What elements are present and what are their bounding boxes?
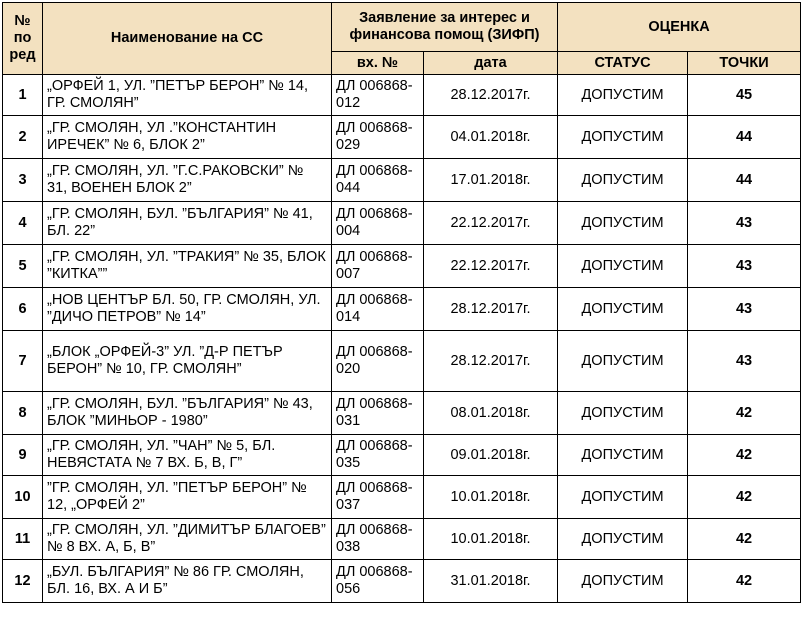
table-row [3,560,801,603]
row-points: 43 [688,245,801,288]
row-status: ДОПУСТИМ [558,331,688,392]
row-points: 42 [688,435,801,476]
table-row [3,519,801,560]
header-status: СТАТУС [558,52,688,75]
row-status: ДОПУСТИМ [558,116,688,159]
row-name: „ГР. СМОЛЯН, УЛ. ”ТРАКИЯ” № 35, БЛОК ”КИТКА”” [43,245,332,288]
table-row [3,392,801,435]
row-num: 1 [3,75,43,116]
row-num: 4 [3,202,43,245]
row-name: „ГР. СМОЛЯН, УЛ. ”Г.С.РАКОВСКИ” № 31, ВОЕНЕН БЛОК 2” [43,159,332,202]
row-date: 10.01.2018г. [424,519,558,560]
row-status: ДОПУСТИМ [558,560,688,603]
row-status: ДОПУСТИМ [558,202,688,245]
header-date: дата [424,52,558,75]
row-points: 42 [688,519,801,560]
row-name: „ГР. СМОЛЯН, УЛ. ”ДИМИТЪР БЛАГОЕВ” № 8 ВХ. А, Б, В” [43,519,332,560]
row-reg-no: ДЛ 006868-044 [332,159,424,202]
row-points: 44 [688,159,801,202]
row-name: „ОРФЕЙ 1, УЛ. ”ПЕТЪР БЕРОН” № 14, ГР. СМОЛЯН” [43,75,332,116]
row-num: 6 [3,288,43,331]
table-row [3,75,801,116]
row-name: „БУЛ. БЪЛГАРИЯ” № 86 ГР. СМОЛЯН, БЛ. 16, ВХ. А И Б” [43,560,332,603]
row-num: 5 [3,245,43,288]
row-reg-no: ДЛ 006868-020 [332,331,424,392]
row-reg-no: ДЛ 006868-029 [332,116,424,159]
table-row [3,159,801,202]
table-row [3,288,801,331]
row-status: ДОПУСТИМ [558,435,688,476]
header-num: № по ред [3,3,43,75]
row-date: 31.01.2018г. [424,560,558,603]
row-status: ДОПУСТИМ [558,159,688,202]
table-row [3,435,801,476]
row-status: ДОПУСТИМ [558,245,688,288]
row-reg-no: ДЛ 006868-037 [332,476,424,519]
row-reg-no: ДЛ 006868-007 [332,245,424,288]
row-num: 8 [3,392,43,435]
row-date: 28.12.2017г. [424,288,558,331]
row-status: ДОПУСТИМ [558,75,688,116]
row-reg-no: ДЛ 006868-056 [332,560,424,603]
row-date: 28.12.2017г. [424,75,558,116]
row-points: 43 [688,202,801,245]
row-points: 45 [688,75,801,116]
header-points: ТОЧКИ [688,52,801,75]
row-reg-no: ДЛ 006868-035 [332,435,424,476]
row-points: 42 [688,560,801,603]
row-name: „ГР. СМОЛЯН, БУЛ. ”БЪЛГАРИЯ” № 41, БЛ. 22” [43,202,332,245]
row-reg-no: ДЛ 006868-014 [332,288,424,331]
row-date: 04.01.2018г. [424,116,558,159]
row-reg-no: ДЛ 006868-031 [332,392,424,435]
header-row-top [3,3,801,52]
row-num: 11 [3,519,43,560]
header-name: Наименование на СС [43,3,332,75]
row-points: 43 [688,288,801,331]
row-status: ДОПУСТИМ [558,288,688,331]
row-num: 3 [3,159,43,202]
row-points: 43 [688,331,801,392]
row-status: ДОПУСТИМ [558,519,688,560]
table-row [3,331,801,392]
row-num: 10 [3,476,43,519]
row-num: 7 [3,331,43,392]
table-row [3,476,801,519]
row-num: 9 [3,435,43,476]
header-application-group: Заявление за интерес и финансова помощ (ЗИФП) [332,3,558,52]
table-row [3,245,801,288]
header-assessment-group: ОЦЕНКА [558,3,801,52]
row-date: 22.12.2017г. [424,245,558,288]
row-name: „ГР. СМОЛЯН, УЛ. ”ЧАН” № 5, БЛ. НЕВЯСТАТА № 7 ВХ. Б, В, Г” [43,435,332,476]
row-status: ДОПУСТИМ [558,392,688,435]
row-status: ДОПУСТИМ [558,476,688,519]
row-num: 2 [3,116,43,159]
row-points: 44 [688,116,801,159]
row-reg-no: ДЛ 006868-012 [332,75,424,116]
row-reg-no: ДЛ 006868-004 [332,202,424,245]
row-name: „НОВ ЦЕНТЪР БЛ. 50, ГР. СМОЛЯН, УЛ. ”ДИЧО ПЕТРОВ” № 14” [43,288,332,331]
row-date: 08.01.2018г. [424,392,558,435]
row-date: 09.01.2018г. [424,435,558,476]
row-date: 22.12.2017г. [424,202,558,245]
row-num: 12 [3,560,43,603]
row-date: 17.01.2018г. [424,159,558,202]
table-row [3,202,801,245]
row-points: 42 [688,476,801,519]
row-name: „ГР. СМОЛЯН, УЛ .”КОНСТАНТИН ИРЕЧЕК” № 6, БЛОК 2” [43,116,332,159]
row-date: 28.12.2017г. [424,331,558,392]
row-name: „ГР. СМОЛЯН, БУЛ. ”БЪЛГАРИЯ” № 43, БЛОК ”МИНЬОР - 1980” [43,392,332,435]
row-date: 10.01.2018г. [424,476,558,519]
ranking-table [2,2,801,603]
table-row [3,116,801,159]
header-reg-no: вх. № [332,52,424,75]
row-name: „БЛОК „ОРФЕЙ-3” УЛ. ”Д-Р ПЕТЪР БЕРОН” № 10, ГР. СМОЛЯН” [43,331,332,392]
row-name: ”ГР. СМОЛЯН, УЛ. ”ПЕТЪР БЕРОН” № 12, „ОРФЕЙ 2” [43,476,332,519]
row-reg-no: ДЛ 006868-038 [332,519,424,560]
row-points: 42 [688,392,801,435]
